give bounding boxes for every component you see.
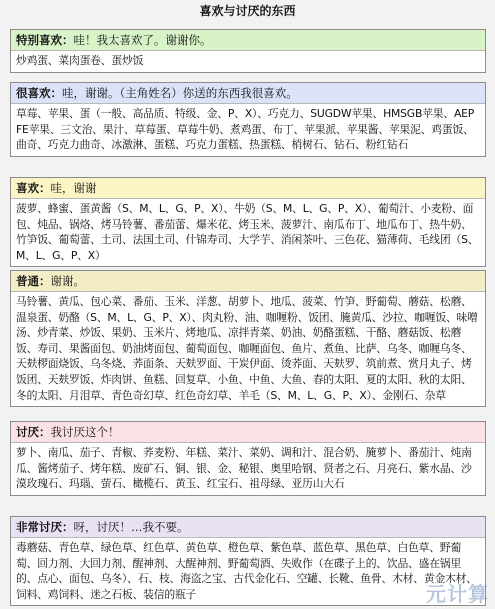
section-remark: 哇，谢谢 xyxy=(50,181,97,195)
section-header xyxy=(11,178,485,199)
section-remark: 我讨厌这个！ xyxy=(50,425,120,439)
section-neutral xyxy=(10,270,486,407)
section-header xyxy=(11,30,485,51)
section-header xyxy=(11,422,485,443)
section-label: 普通： xyxy=(16,274,51,288)
section-label: 讨厌： xyxy=(16,425,51,439)
section-remark: 谢谢。 xyxy=(50,274,85,288)
section-header xyxy=(11,271,485,292)
section-label: 喜欢： xyxy=(16,181,51,195)
section-items: 草莓、苹果、蛋（一般、高品质、特级、金、P、X）、巧克力、SUGDW苹果、HMSGB苹果、AEPFE苹果、三文治、果汁、草莓蛋、草莓牛奶、煮鸡蛋、布丁、苹果派、苹果酱、苹果泥、鸡蛋饭、曲奇、巧克力曲奇、冰激淋、蛋糕、巧克力蛋糕、热蛋糕、梢树石、钻石、粉红钻石 xyxy=(16,107,475,152)
section-remark: 呀，讨厌！…我不要。 xyxy=(73,520,189,534)
section-label: 非常讨厌： xyxy=(16,520,74,534)
section-header xyxy=(11,83,485,104)
watermark-logo: 元计算 xyxy=(426,582,489,606)
section-love-most xyxy=(10,29,486,73)
section-items: 马铃薯、黄瓜、包心菜、番茄、玉米、洋葱、胡萝卜、地瓜、菠菜、竹笋、野葡萄、蘑菇、松蘑、温泉蛋、奶酪（S、M、L、G、P、X）、肉丸粉、油、咖喱粉、饭团、腌黄瓜、沙拉、咖喱饭、味噌汤、炒青菜、炒饭、果奶、玉米片、烤地瓜、凉拌青菜、奶油、奶酪蛋糕、干酪、蘑菇饭、松蘑饭、寿司、果酱面包、奶油烤面包、葡萄面包、咖喱面包、鱼片、煮鱼、比萨、乌冬、咖喱乌冬、天麸椤面烧饭、乌冬烧、荞面条、天麸罗面、干炭伊面、烫荞面、天麸罗、筑前煮、赏月丸子、烤饭团、天麸罗饭、炸肉饼、鱼糕、回复草、小鱼、中鱼、大鱼、春的太阳、夏的太阳、秋的太阳、冬的太阳、月泪草、青色奇幻草、红色奇幻草、羊毛（S、M、L、G、P、X）、金刚石、杂草 xyxy=(16,295,478,402)
section-remark: 哇，谢谢。（主角姓名）你送的东西我很喜欢。 xyxy=(62,86,298,100)
section-dislike xyxy=(10,421,486,496)
section-label: 很喜欢： xyxy=(16,86,62,100)
section-label: 特别喜欢： xyxy=(16,33,74,47)
section-love xyxy=(10,82,486,157)
section-header xyxy=(11,517,485,538)
page-title: 喜欢与讨厌的东西 xyxy=(199,4,296,18)
section-items: 菠萝、蜂蜜、蛋黄酱（S、M、L、G、P、X）、牛奶（S、M、L、G、P、X）、葡萄汁、小麦粉、面包、炖品、锅烙、烤马铃薯、番茄蕾、爆米花、烤玉米、菠萝汁、南瓜布丁、地瓜布丁、热牛奶、竹笋饭、葡萄蕾、土司、法国土司、什锦寿司、大学芋、消闲茶叶、三色花、猫薄荷、毛线团（S、M、L、G、P、X） xyxy=(16,202,479,262)
section-like xyxy=(10,177,486,267)
section-items: 萝卜、南瓜、茄子、青椒、荞麦粉、年糕、菜汁、菜奶、调和汁、混合奶、腌萝卜、番茄汁、炖南瓜、酱烤茄子、烤年糕、废矿石、铜、银、金、秘银、奥里哈钢、贤者之石、月亮石、紫水晶、沙漠玫瑰石、玛瑙、萤石、橄榄石、黄玉、红宝石、祖母绿、亚历山大石 xyxy=(16,446,472,491)
section-remark: 哇！我太喜欢了。谢谢你。 xyxy=(73,33,212,47)
section-hate xyxy=(10,516,486,606)
section-items: 炒鸡蛋、菜肉蛋卷、蛋炒饭 xyxy=(16,54,144,67)
section-items: 毒蘑菇、青色草、绿色草、红色草、黄色草、橙色草、紫色草、蓝色草、黑色草、白色草、野葡萄、回力剂、大回力剂、醒神剂、大醒神剂、野葡萄酒、失败作（在碟子上的、饮品、盛在锅里的、点心、面包、乌冬）、石、枝、海盗之宝、古代金化石、空罐、长靴、鱼骨、木材、黄金木材、饲料、鸡饲料、迷之石板、装信的瓶子 xyxy=(16,541,477,601)
